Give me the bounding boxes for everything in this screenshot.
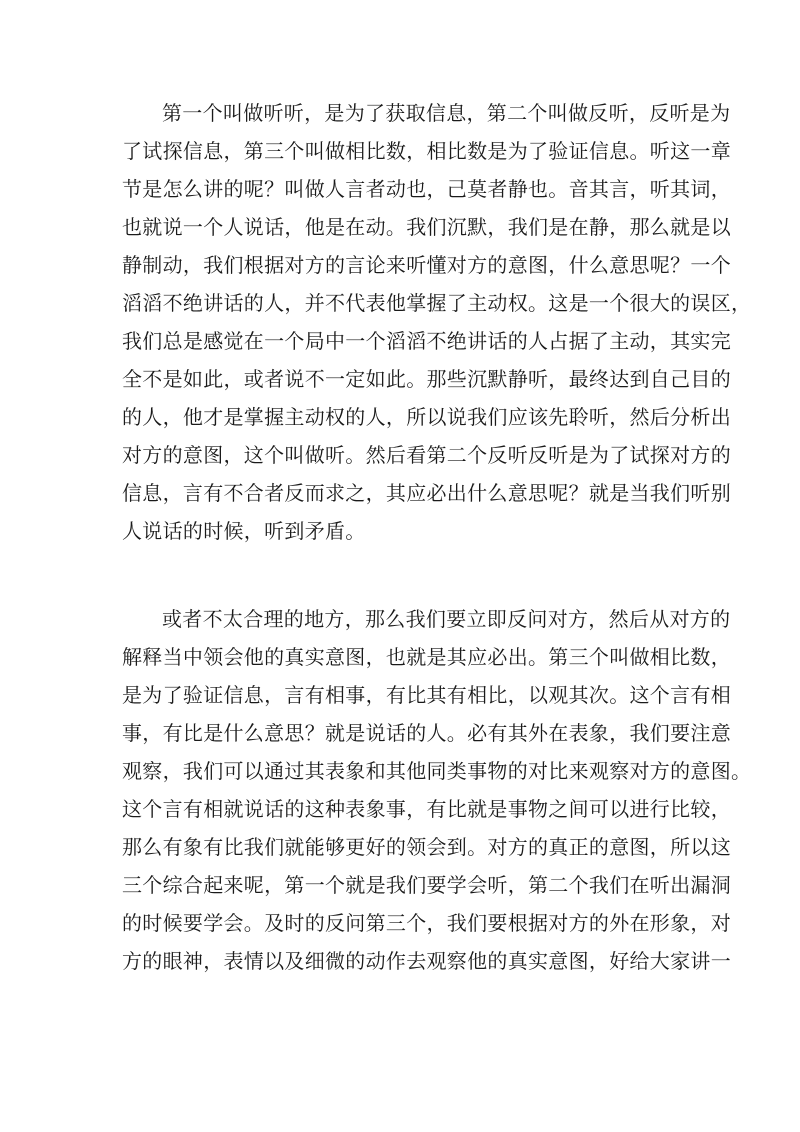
paragraph-1-line-8: 全不是如此，或者说不一定如此。那些沉默静听，最终达到自己目的 bbox=[122, 367, 731, 391]
paragraph-2-line-6: 这个言有相就说话的这种表象事，有比就是事物之间可以进行比较， bbox=[122, 797, 731, 821]
paragraph-1-line-12: 人说话的时候，听到矛盾。 bbox=[122, 519, 366, 543]
paragraph-2-line-10: 方的眼神，表情以及细微的动作去观察他的真实意图，好给大家讲一 bbox=[122, 949, 731, 973]
paragraph-1-line-6: 滔滔不绝讲话的人，并不代表他掌握了主动权。这是一个很大的误区， bbox=[122, 291, 752, 315]
paragraph-2-line-4: 事，有比是什么意思？就是说话的人。必有其外在表象，我们要注意 bbox=[122, 721, 731, 745]
paragraph-2-line-5: 观察，我们可以通过其表象和其他同类事物的对比来观察对方的意图。 bbox=[122, 759, 752, 783]
paragraph-1-line-9: 的人，他才是掌握主动权的人，所以说我们应该先聆听，然后分析出 bbox=[122, 405, 731, 429]
paragraph-1-line-7: 我们总是感觉在一个局中一个滔滔不绝讲话的人占据了主动，其实完 bbox=[122, 329, 731, 353]
paragraph-2-line-3: 是为了验证信息，言有相事，有比其有相比，以观其次。这个言有相 bbox=[122, 683, 731, 707]
paragraph-2-line-8: 三个综合起来呢，第一个就是我们要学会听，第二个我们在听出漏洞 bbox=[122, 873, 731, 897]
paragraph-1-line-10: 对方的意图，这个叫做听。然后看第二个反听反听是为了试探对方的 bbox=[122, 443, 731, 467]
paragraph-2-line-7: 那么有象有比我们就能够更好的领会到。对方的真正的意图，所以这 bbox=[122, 835, 731, 859]
paragraph-1-line-4: 也就说一个人说话，他是在动。我们沉默，我们是在静，那么就是以 bbox=[122, 215, 731, 239]
paragraph-2-line-2: 解释当中领会他的真实意图，也就是其应必出。第三个叫做相比数， bbox=[122, 645, 731, 669]
paragraph-2-line-1: 或者不太合理的地方，那么我们要立即反问对方，然后从对方的 bbox=[162, 607, 731, 631]
paragraph-1-line-3: 节是怎么讲的呢？叫做人言者动也，己莫者静也。音其言，听其词， bbox=[122, 177, 731, 201]
paragraph-2-line-9: 的时候要学会。及时的反问第三个，我们要根据对方的外在形象，对 bbox=[122, 911, 731, 935]
paragraph-1-line-2: 了试探信息，第三个叫做相比数，相比数是为了验证信息。听这一章 bbox=[122, 139, 731, 163]
paragraph-1-line-5: 静制动，我们根据对方的言论来听懂对方的意图，什么意思呢？一个 bbox=[122, 253, 731, 277]
paragraph-1-line-11: 信息，言有不合者反而求之，其应必出什么意思呢？就是当我们听别 bbox=[122, 481, 731, 505]
paragraph-1-line-1: 第一个叫做听听，是为了获取信息，第二个叫做反听，反听是为 bbox=[162, 101, 731, 125]
